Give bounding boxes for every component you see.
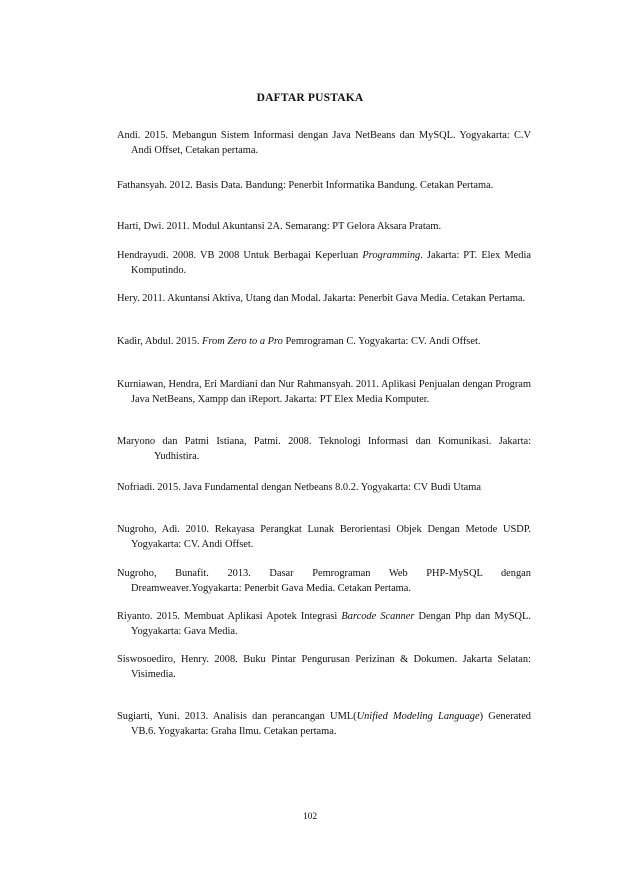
- reference-item: Nugroho, Bunafit. 2013. Dasar Pemrograman Web PHP-MySQL dengan Dreamweaver.Yogyakarta: Penerbit Gava Media. Cetakan Pertama.: [117, 568, 531, 594]
- reference-item: Harti, Dwi. 2011. Modul Akuntansi 2A. Semarang: PT Gelora Aksara Pratam.: [117, 221, 442, 232]
- reference-item: Nofriadi. 2015. Java Fundamental dengan Netbeans 8.0.2. Yogyakarta: CV Budi Utama: [117, 482, 481, 493]
- reference-item: Riyanto. 2015. Membuat Aplikasi Apotek Integrasi Barcode Scanner Dengan Php dan MySQL. Yogyakarta: Gava Media.: [117, 611, 531, 637]
- reference-item: Hendrayudi. 2008. VB 2008 Untuk Berbagai Keperluan Programming. Jakarta: PT. Elex Media Komputindo.: [117, 250, 531, 276]
- reference-item: Kadir, Abdul. 2015. From Zero to a Pro Pemrograman C. Yogyakarta: CV. Andi Offset.: [117, 336, 481, 347]
- reference-item: Kurniawan, Hendra, Eri Mardiani dan Nur Rahmansyah. 2011. Aplikasi Penjualan dengan Program Java NetBeans, Xampp dan iReport. Jakarta: PT Elex Media Komputer.: [117, 379, 531, 405]
- reference-item: Sugiarti, Yuni. 2013. Analisis dan perancangan UML(Unified Modeling Language) Generated VB.6. Yogyakarta: Graha Ilmu. Cetakan pertama.: [117, 711, 532, 737]
- reference-item: Siswosoediro, Henry. 2008. Buku Pintar Pengurusan Perizinan & Dokumen. Jakarta Selatan: Visimedia.: [117, 654, 531, 680]
- page-title: DAFTAR PUSTAKA: [256, 92, 364, 104]
- reference-item: Maryono dan Patmi Istiana, Patmi. 2008. Teknologi Informasi dan Komunikasi. Jakarta: Yudhistira.: [117, 436, 531, 462]
- reference-item: Andi. 2015. Mebangun Sistem Informasi dengan Java NetBeans dan MySQL. Yogyakarta: C.V Andi Offset, Cetakan pertama.: [117, 130, 531, 156]
- reference-item: Hery. 2011. Akuntansi Aktiva, Utang dan Modal. Jakarta: Penerbit Gava Media. Cetakan Pertama.: [117, 293, 526, 304]
- reference-item: Nugroho, Adi. 2010. Rekayasa Perangkat Lunak Berorientasi Objek Dengan Metode USDP. Yogyakarta: CV. Andi Offset.: [117, 524, 531, 550]
- reference-item: Fathansyah. 2012. Basis Data. Bandung: Penerbit Informatika Bandung. Cetakan Pertama.: [117, 180, 494, 191]
- page-number: 102: [302, 812, 318, 822]
